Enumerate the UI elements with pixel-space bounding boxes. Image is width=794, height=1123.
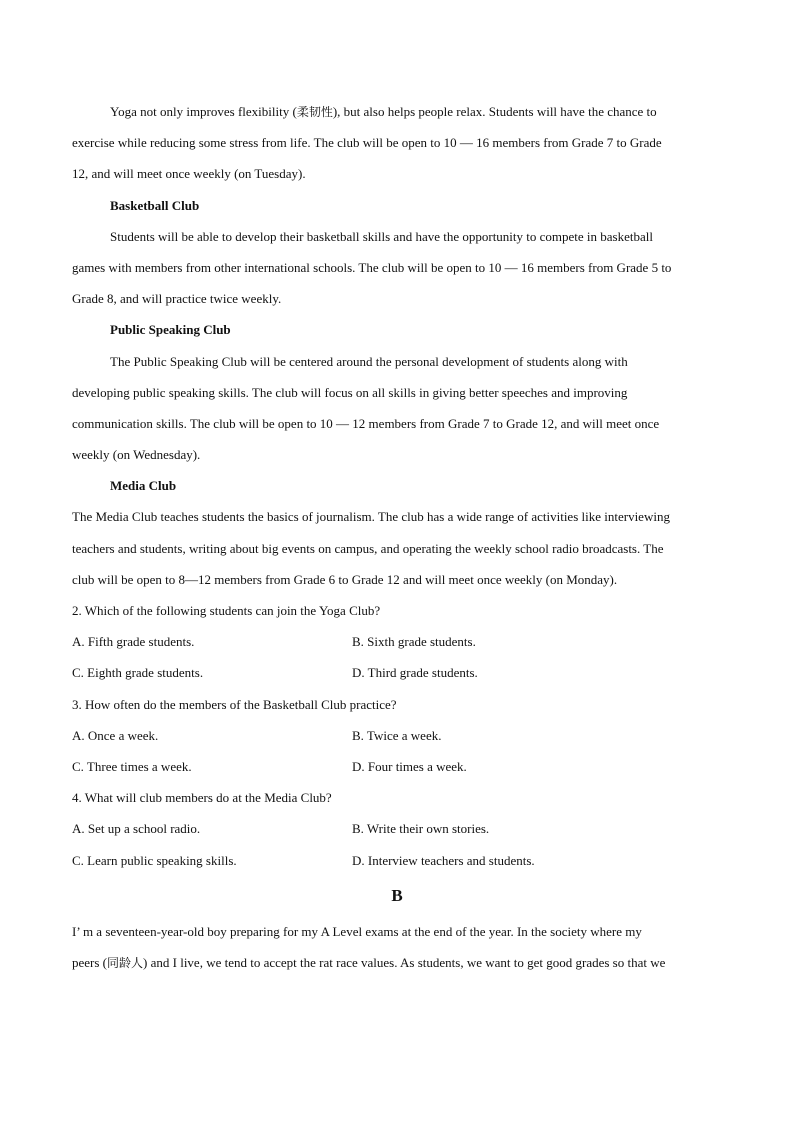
basketball-paragraph-line-2: games with members from other international schools. The club will be open to 10 — 16 members from Grade 5 to: [72, 259, 672, 275]
media-club-heading: Media Club: [110, 478, 177, 494]
media-paragraph-line-1: The Media Club teaches students the basics of journalism. The club has a wide range of activities like interviewing: [72, 509, 670, 525]
yoga-paragraph-line-2: exercise while reducing some stress from life. The club will be open to 10 — 16 members from Grade 7 to Grade: [72, 135, 662, 151]
question-3-options-row-1: [72, 720, 722, 751]
text-span: ), but also helps people relax. Students will have the chance to: [332, 104, 657, 119]
basketball-club-heading: Basketball Club: [110, 197, 200, 213]
option-b: B. Twice a week.: [352, 727, 442, 743]
option-d: D. Third grade students.: [352, 665, 478, 681]
question-4-options-row-1: [72, 813, 722, 844]
yoga-paragraph-line-1: [72, 96, 722, 127]
option-a: A. Once a week.: [72, 727, 159, 743]
basketball-paragraph-line-1: Students will be able to develop their basketball skills and have the opportunity to compete in basketball: [110, 228, 653, 244]
media-paragraph-line-2: teachers and students, writing about big events on campus, and operating the weekly school radio broadcasts. The: [72, 540, 664, 556]
media-paragraph-line-3: club will be open to 8—12 members from Grade 6 to Grade 12 and will meet once weekly (on Monday).: [72, 571, 618, 587]
public-speaking-club-heading: Public Speaking Club: [110, 322, 231, 338]
option-b: B. Sixth grade students.: [352, 634, 476, 650]
question-2: 2. Which of the following students can join the Yoga Club?: [72, 603, 381, 618]
question-2-options-row-1: [72, 626, 722, 657]
chinese-gloss: 同龄人: [107, 955, 144, 970]
option-a: A. Set up a school radio.: [72, 821, 201, 837]
text-span: peers (: [72, 954, 108, 970]
document-page: [72, 96, 722, 978]
public-speaking-paragraph-line-2: developing public speaking skills. The club will focus on all skills in giving better speeches and improving: [72, 384, 628, 400]
public-speaking-paragraph-line-4: weekly (on Wednesday).: [72, 447, 201, 463]
question-4-options-row-2: [72, 845, 722, 876]
option-b: B. Write their own stories.: [352, 821, 490, 837]
option-c: C. Learn public speaking skills.: [72, 852, 237, 868]
option-a: A. Fifth grade students.: [72, 634, 195, 650]
text-span: Yoga not only improves flexibility (: [110, 104, 297, 119]
question-4: 4. What will club members do at the Media Club?: [72, 790, 332, 806]
option-c: C. Eighth grade students.: [72, 665, 204, 681]
public-speaking-paragraph-line-1: The Public Speaking Club will be centered around the personal development of students along with: [110, 353, 628, 369]
section-b-paragraph-line-1: I’ m a seventeen-year-old boy preparing for my A Level exams at the end of the year. In the society where my: [72, 923, 642, 939]
question-2-options-row-2: [72, 657, 722, 688]
question-3: 3. How often do the members of the Basketball Club practice?: [72, 696, 397, 712]
section-b-heading: B: [391, 885, 403, 905]
chinese-gloss: 柔韧性: [296, 105, 333, 119]
basketball-paragraph-line-3: Grade 8, and will practice twice weekly.: [72, 291, 282, 307]
text-span: ) and I live, we tend to accept the rat race values. As students, we want to get good grades so that we: [143, 954, 666, 970]
public-speaking-paragraph-line-3: communication skills. The club will be open to 10 — 12 members from Grade 7 to Grade 12, and will meet once: [72, 415, 660, 431]
question-3-options-row-2: [72, 751, 722, 782]
option-c: C. Three times a week.: [72, 758, 192, 774]
option-d: D. Four times a week.: [352, 758, 467, 774]
yoga-paragraph-line-3: 12, and will meet once weekly (on Tuesday).: [72, 166, 306, 182]
section-b-paragraph-line-2: [72, 947, 722, 978]
option-d: D. Interview teachers and students.: [352, 852, 535, 868]
